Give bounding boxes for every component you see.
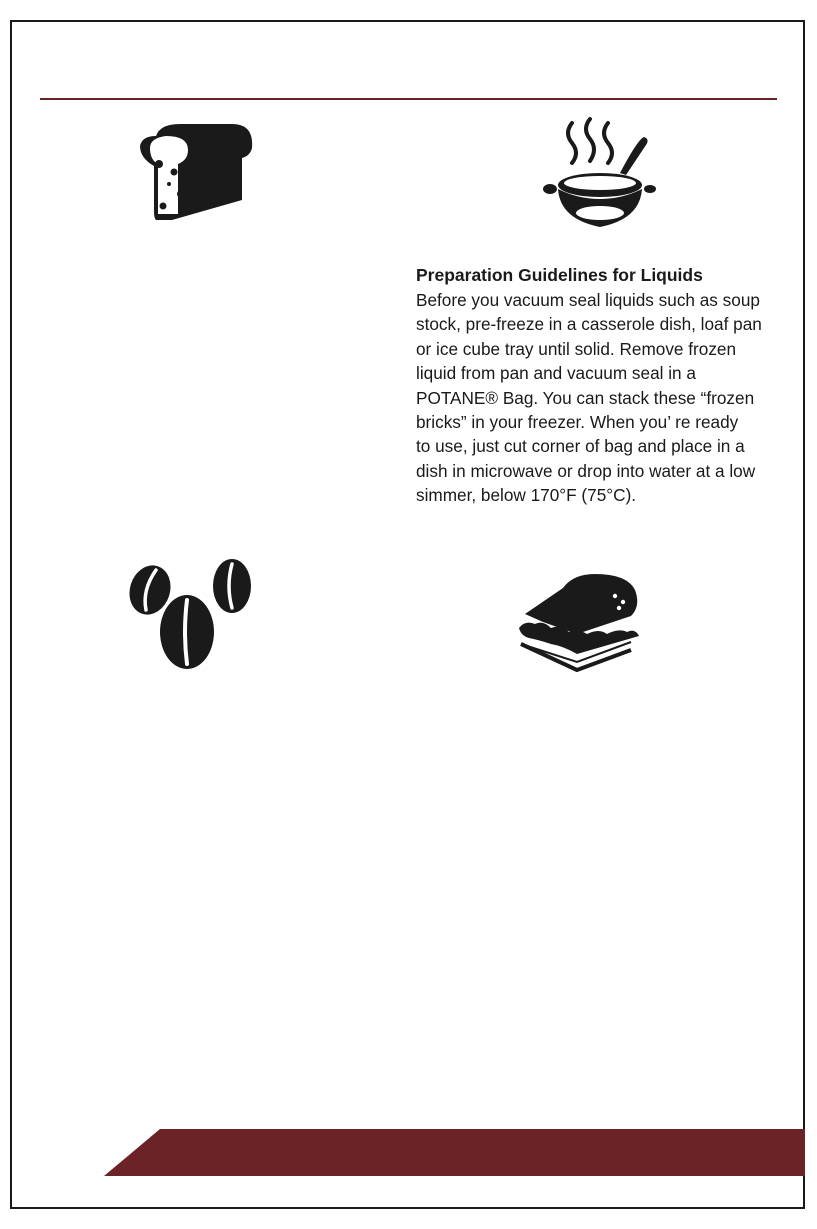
body-line: POTANE® Bag. You can stack these “frozen — [416, 387, 755, 408]
bread-icon — [136, 122, 256, 222]
body-line: dish in microwave or drop into water at a low — [416, 460, 756, 481]
body-line: simmer, below 170°F (75°C). — [416, 485, 637, 506]
section-heading: Preparation Guidelines for Liquids — [416, 264, 703, 285]
body-line: to use, just cut corner of bag and place in a — [416, 436, 745, 457]
soup-bowl-icon — [542, 115, 657, 233]
body-line: stock, pre-freeze in a casserole dish, loaf pan — [416, 314, 762, 335]
body-line: Before you vacuum seal liquids such as soup — [416, 290, 760, 310]
section-body — [416, 288, 796, 508]
sandwich-icon — [515, 570, 645, 680]
coffee-beans-icon — [126, 554, 252, 672]
header-divider — [40, 98, 777, 100]
body-line: or ice cube tray until solid. Remove frozen — [416, 338, 737, 359]
body-line: bricks” in your freezer. When you’ re ready — [416, 412, 739, 433]
body-line: liquid from pan and vacuum seal in a — [416, 363, 696, 384]
